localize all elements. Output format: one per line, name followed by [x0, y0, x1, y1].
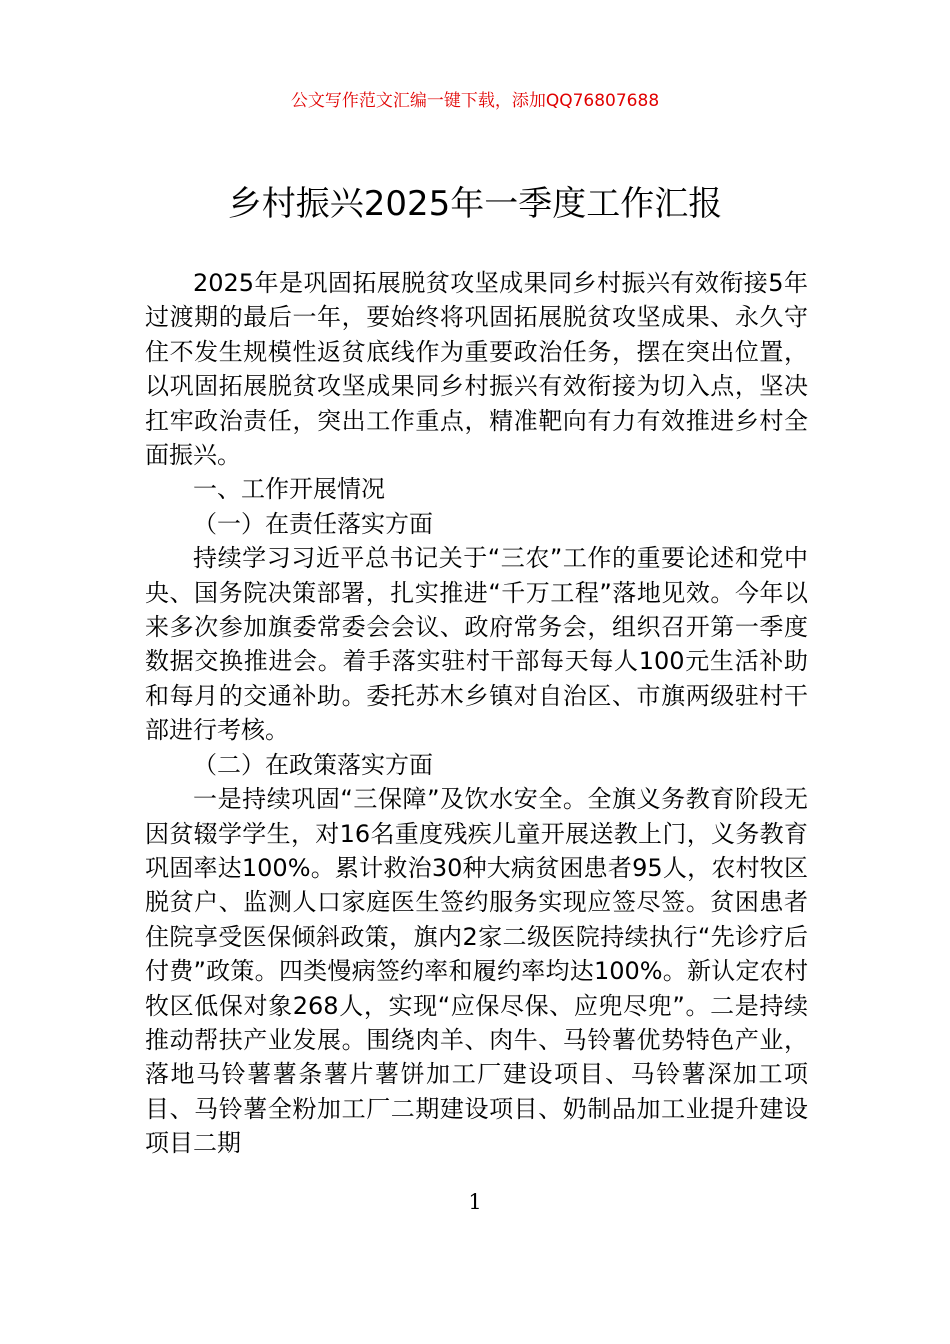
download-notice: 公文写作范文汇编一键下载，添加QQ76807688	[290, 91, 660, 111]
subsection-heading: （一）在责任落实方面	[193, 509, 433, 538]
section-heading: 一、工作开展情况	[193, 475, 385, 504]
intro-paragraph: 2025年是巩固拓展脱贫攻坚成果同乡村振兴有效衔接5年过渡期的最后一年，要始终将巩固拓展脱贫攻坚成果、永久守住不发生规模性返贫底线作为重要政治任务，摆在突出位置，以巩固拓展脱贫攻坚成果同乡村振兴有效衔接为切入点，坚决扛牢政治责任，突出工作重点，精准靶向有力有效推进乡村全面振兴。	[145, 269, 808, 470]
document-title: 乡村振兴2025年一季度工作汇报	[227, 184, 723, 224]
page-number: 1	[468, 1190, 482, 1214]
body-paragraph: 持续学习习近平总书记关于“三农”工作的重要论述和党中央、国务院决策部署，扎实推进“千万工程”落地见效。今年以来多次参加旗委常委会会议、政府常务会，组织召开第一季度数据交换推进会。着手落实驻村干部每天每人100元生活补助和每月的交通补助。委托苏木乡镇对自治区、市旗两级驻村干部进行考核。	[145, 544, 808, 745]
subsection-heading: （二）在政策落实方面	[193, 750, 433, 779]
body-paragraph: 一是持续巩固“三保障”及饮水安全。全旗义务教育阶段无因贫辍学学生，对16名重度残疾儿童开展送教上门，义务教育巩固率达100%。累计救治30种大病贫困患者95人，农村牧区脱贫户、监测人口家庭医生签约服务实现应签尽签。贫困患者住院享受医保倾斜政策，旗内2家二级医院持续执行“先诊疗后付费”政策。四类慢病签约率和履约率均达100%。新认定农村牧区低保对象268人，实现“应保尽保、应兜尽兜”。二是持续推动帮扶产业发展。围绕肉羊、肉牛、马铃薯优势特色产业，落地马铃薯薯条薯片薯饼加工厂建设项目、马铃薯深加工项目、马铃薯全粉加工厂二期建设项目、奶制品加工业提升建设项目二期	[145, 785, 808, 1158]
document-body	[145, 266, 808, 1161]
